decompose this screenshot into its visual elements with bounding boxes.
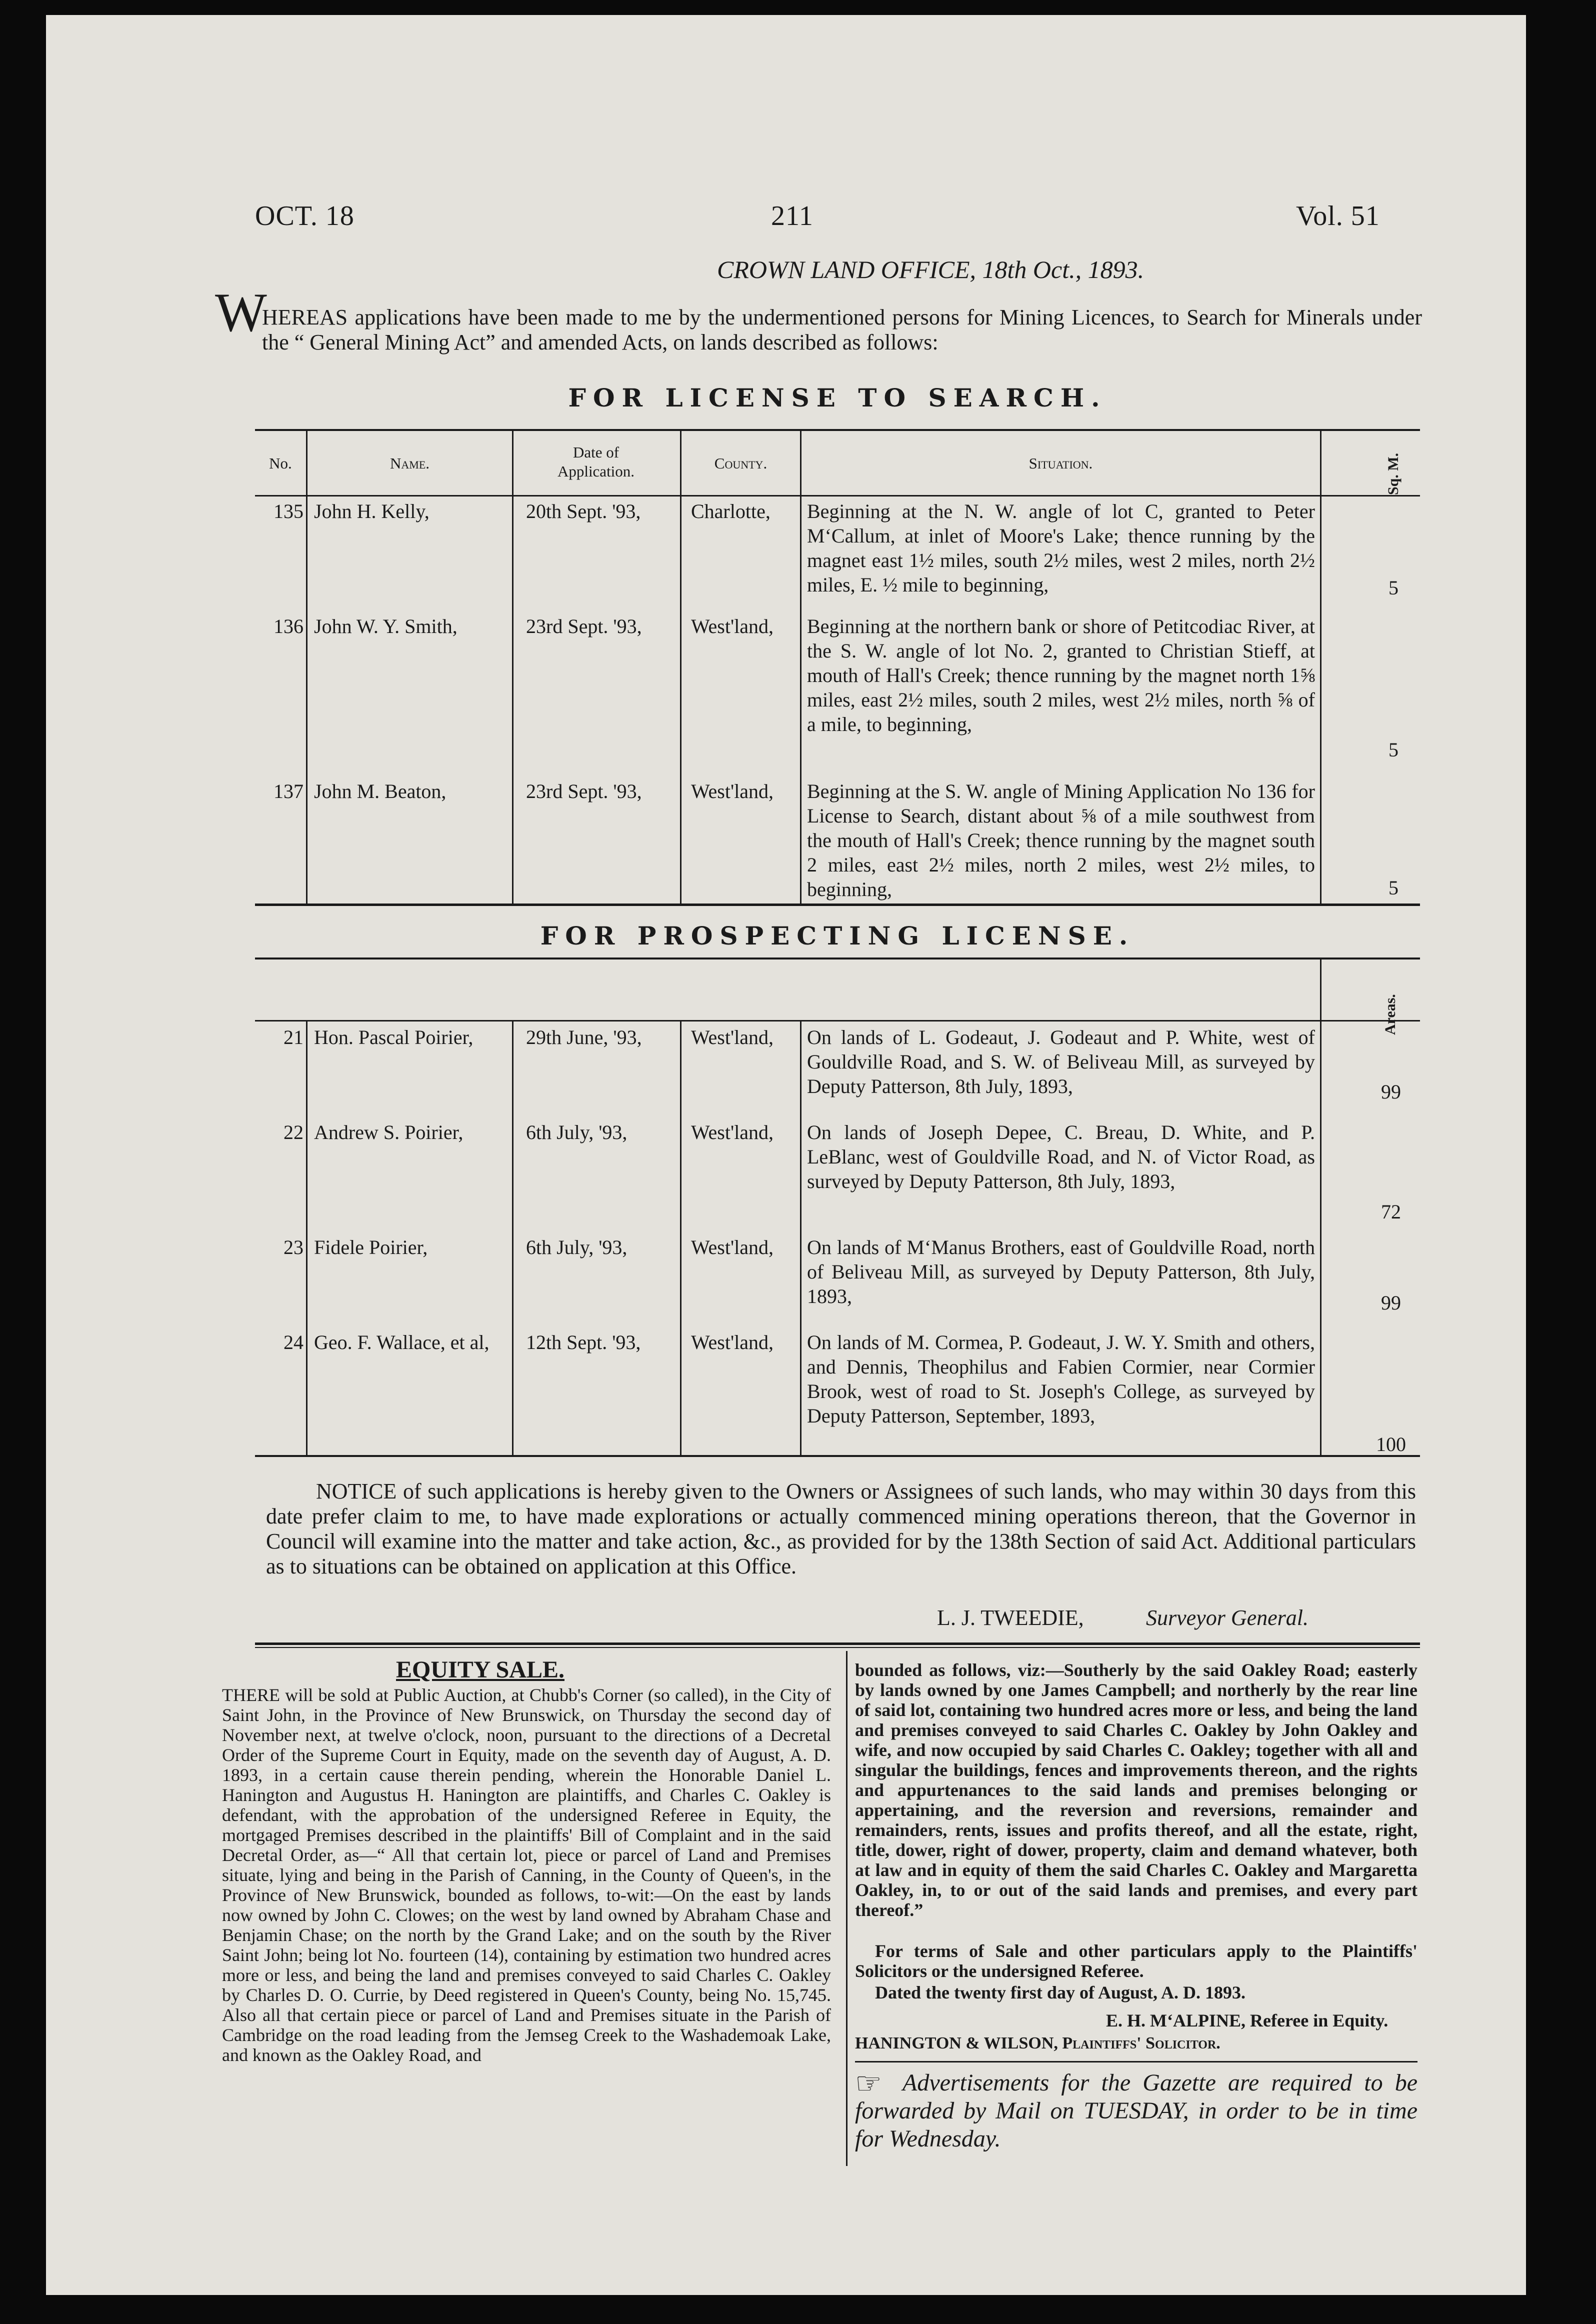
col-divider <box>800 430 802 904</box>
county: West'land, <box>691 780 774 802</box>
prospecting-section-heading: FOR PROSPECTING LICENSE. <box>540 921 1135 950</box>
col-divider <box>680 430 682 904</box>
col-head-county: County. <box>714 454 768 472</box>
signature-title: Surveyor General. <box>1146 1606 1309 1630</box>
row-number: 23 <box>284 1236 304 1258</box>
county: West'land, <box>691 1331 774 1354</box>
area-value: 100 <box>1376 1433 1406 1456</box>
advert-note-rule <box>855 2061 1418 2062</box>
col-divider <box>800 1021 802 1455</box>
equity-sale-terms: For terms of Sale and other particulars apply to the Plaintiffs' Solicitors or the undersigned Referee. <box>855 1941 1418 1981</box>
row-number: 21 <box>284 1026 304 1048</box>
prospect-table-top-rule <box>255 958 1420 960</box>
office-title: CROWN LAND OFFICE, 18th Oct., 1893. <box>717 256 1144 284</box>
section-separator <box>255 1642 1420 1645</box>
col-head-situation: Situation. <box>1028 454 1093 472</box>
situation-text: On lands of M. Cormea, P. Godeaut, J. W. Y. Smith and others, and Dennis, Theophilus and Fabien Cormier, near Cormier Brook, west of road to St. Joseph's College, as surveyed by Deputy Patterson, September, 1893, <box>807 1331 1315 1427</box>
search-section-heading: FOR LICENSE TO SEARCH. <box>568 383 1107 412</box>
application-date: 23rd Sept. '93, <box>526 615 642 638</box>
applicant-name: Geo. F. Wallace, et al, <box>314 1331 490 1354</box>
application-date: 20th Sept. '93, <box>526 500 641 522</box>
area-value: 5 <box>1388 576 1398 599</box>
county: Charlotte, <box>691 500 770 522</box>
row-number: 136 <box>274 615 304 638</box>
row-number: 137 <box>274 780 304 802</box>
equity-sale-solicitor: HANINGTON & WILSON, Plaintiffs' Solicitor. <box>855 2034 1220 2052</box>
col-head-name: Name. <box>390 454 430 472</box>
header-page-number: 211 <box>771 200 814 232</box>
col-divider <box>1320 430 1322 904</box>
equity-sale-referee: E. H. M‘ALPINE, Referee in Equity. <box>1106 2010 1388 2030</box>
applicant-name: John H. Kelly, <box>314 500 430 522</box>
application-date: 12th Sept. '93, <box>526 1331 641 1354</box>
situation-text: On lands of L. Godeaut, J. Godeaut and P. White, west of Gouldville Road, and S. W. of Beliveau Mill, as surveyed by Deputy Patterson, 8th July, 1893, <box>807 1026 1315 1098</box>
situation-text: Beginning at the N. W. angle of lot C, granted to Peter M‘Callum, at inlet of Moore's Lake; thence running by the magnet east 1½ miles, south 2½ miles, west 2 miles, north 2½ miles, E. ½ mile to beginning, <box>807 500 1315 596</box>
equity-sale-body-col1: THERE will be sold at Public Auction, at Chubb's Corner (so called), in the City of Saint John, in the Province of New Brunswick, on Thursday the second day of November next, at twelve o'clock, noon, pursuant to the directions of a Decretal Order of the Supreme Court in Equity, made on the seventh day of August, A. D. 1893, in a certain cause therein pending, wherein the Honorable Daniel L. Hanington and Augustus H. Hanington are plaintiffs, and Charles C. Oakley is defendant, with the approbation of the undersigned Referee in Equity, the mortgaged Premises described in the plaintiffs' Bill of Complaint and in the said Decretal Order, as—“ All that certain lot, piece or parcel of Land and Premises situate, lying and being in the Parish of Canning, in the County of Queen's, in the Province of New Brunswick, bounded as follows, to-wit:—On the east by lands now owned by John C. Clowes; on the west by land owned by Abraham Chase and Benjamin Chase; on the north by the Grand Lake; and on the south by the River Saint John; being lot No. fourteen (14), containing by estimation two hundred acres more or less, and being the land and premises conveyed to said Charles C. Oakley by Charles D. O. Currie, by Deed registered in Queen's County, being No. 15,745. Also all that certain piece or parcel of Land and Premises situate in the Parish of Cambridge on the road leading from the Jemseg Creek to the Washademoak Lake, and known as the Oakley Road, and <box>222 1685 831 2065</box>
col-divider <box>1320 958 1322 1455</box>
row-number: 135 <box>274 500 304 522</box>
notice-text: NOTICE of such applications is hereby given to the Owners or Assignees of such lands, who may within 30 days from this date prefer claim to me, to have made explorations or actually commenced mining operations thereon, that the Governor in Council will examine into the matter and take action, &c., as provided for by the 138th Section of said Act. Additional particulars as to situations can be obtained on application at this Office. <box>266 1479 1416 1578</box>
applicant-name: Hon. Pascal Poirier, <box>314 1026 474 1048</box>
application-date: 6th July, '93, <box>526 1236 628 1258</box>
equity-sale-body-col2: bounded as follows, viz:—Southerly by the said Oakley Road; easterly by lands owned by one James Campbell; and northerly by the rear line of said lot, containing two hundred acres more or less, and being the land and premises conveyed to said Charles C. Oakley by John Oakley and wife, and now occupied by said Charles C. Oakley; together with all and singular the buildings, fences and improvements thereon, and the rights and appurtenances to the said lands and premises belonging or appertaining, and the reversion and reversions, remainder and remainders, rents, issues and profits thereof, and all the estate, right, title, dower, right of dower, property, claim and demand whatever, both at law and in equity of them the said Charles C. Oakley and Margaretta Oakley, in, to or out of the said lands and premises, and every part thereof.” <box>855 1660 1418 1920</box>
equity-sale-dated: Dated the twenty first day of August, A. D. 1893. <box>875 1982 1246 2002</box>
col-divider <box>306 1021 308 1455</box>
application-date: 29th June, '93, <box>526 1026 642 1048</box>
col-divider <box>512 430 514 904</box>
situation-text: On lands of M‘Manus Brothers, east of Gouldville Road, north of Beliveau Mill, as surveyed by Deputy Patterson, 8th July, 1893, <box>807 1236 1315 1308</box>
county: West'land, <box>691 615 774 638</box>
prospect-table-header-rule <box>255 1020 1420 1022</box>
row-number: 24 <box>284 1331 304 1354</box>
applicant-name: Andrew S. Poirier, <box>314 1121 464 1144</box>
equity-sale-heading: EQUITY SALE. <box>396 1656 564 1683</box>
header-date: OCT. 18 <box>255 200 354 232</box>
col-head-areas: Areas. <box>1382 994 1398 1035</box>
section-separator-thin <box>255 1647 1420 1648</box>
col-head-no: No. <box>269 454 292 472</box>
county: West'land, <box>691 1121 774 1144</box>
column-divider <box>846 1651 848 2166</box>
application-date: 23rd Sept. '93, <box>526 780 642 802</box>
advert-note-text: Advertisements for the Gazette are required to be forwarded by Mail on TUESDAY, in order to be in time for Wednesday. <box>855 2070 1418 2152</box>
search-table-header-rule <box>255 495 1420 496</box>
search-table-bottom-rule <box>255 904 1420 906</box>
header-volume: Vol. 51 <box>1296 200 1380 232</box>
intro-text: HEREAS applications have been made to me by the undermentioned persons for Mining Licences, to Search for Minerals under the “ General Mining Act” and amended Acts, on lands described as follows: <box>262 305 1422 354</box>
county: West'land, <box>691 1026 774 1048</box>
pointing-hand-icon: ☞ <box>855 2067 882 2100</box>
signature-name: L. J. TWEEDIE, <box>937 1606 1084 1630</box>
col-divider <box>680 1021 682 1455</box>
applicant-name: John M. Beaton, <box>314 780 446 802</box>
col-head-area: Sq. M. <box>1385 452 1402 495</box>
applicant-name: Fidele Poirier, <box>314 1236 428 1258</box>
drop-cap: W <box>215 282 267 343</box>
applicant-name: John W. Y. Smith, <box>314 615 458 638</box>
situation-text: On lands of Joseph Depee, C. Breau, D. White, and P. LeBlanc, west of Gouldville Road, and N. of Victor Road, as surveyed by Deputy Patterson, 8th July, 1893, <box>807 1121 1315 1192</box>
col-head-date: Date of Application. <box>557 444 635 480</box>
application-date: 6th July, '93, <box>526 1121 628 1144</box>
county: West'land, <box>691 1236 774 1258</box>
area-value: 5 <box>1388 738 1398 761</box>
prospect-table-bottom-rule <box>255 1455 1420 1457</box>
area-value: 99 <box>1381 1080 1401 1103</box>
row-number: 22 <box>284 1121 304 1144</box>
area-value: 5 <box>1388 876 1398 899</box>
gazette-page <box>46 15 1526 2295</box>
situation-text: Beginning at the northern bank or shore of Petitcodiac River, at the S. W. angle of lot No. 2, granted to Christian Stieff, at mouth of Hall's Creek; thence running by the magnet north 1⅝ miles, east 2½ miles, south 2 miles, west 2½ miles, north ⅝ of a mile, to beginning, <box>807 615 1315 736</box>
col-divider <box>306 430 308 904</box>
area-value: 72 <box>1381 1200 1401 1223</box>
col-divider <box>512 1021 514 1455</box>
search-table-top-rule <box>255 429 1420 431</box>
area-value: 99 <box>1381 1292 1401 1314</box>
situation-text: Beginning at the S. W. angle of Mining Application No 136 for License to Search, distant about ⅝ of a mile southwest from the mouth of Hall's Creek; thence running by the magnet south 2 miles, east 2½ miles, north 2 miles, west 2½ miles, to beginning, <box>807 780 1315 900</box>
